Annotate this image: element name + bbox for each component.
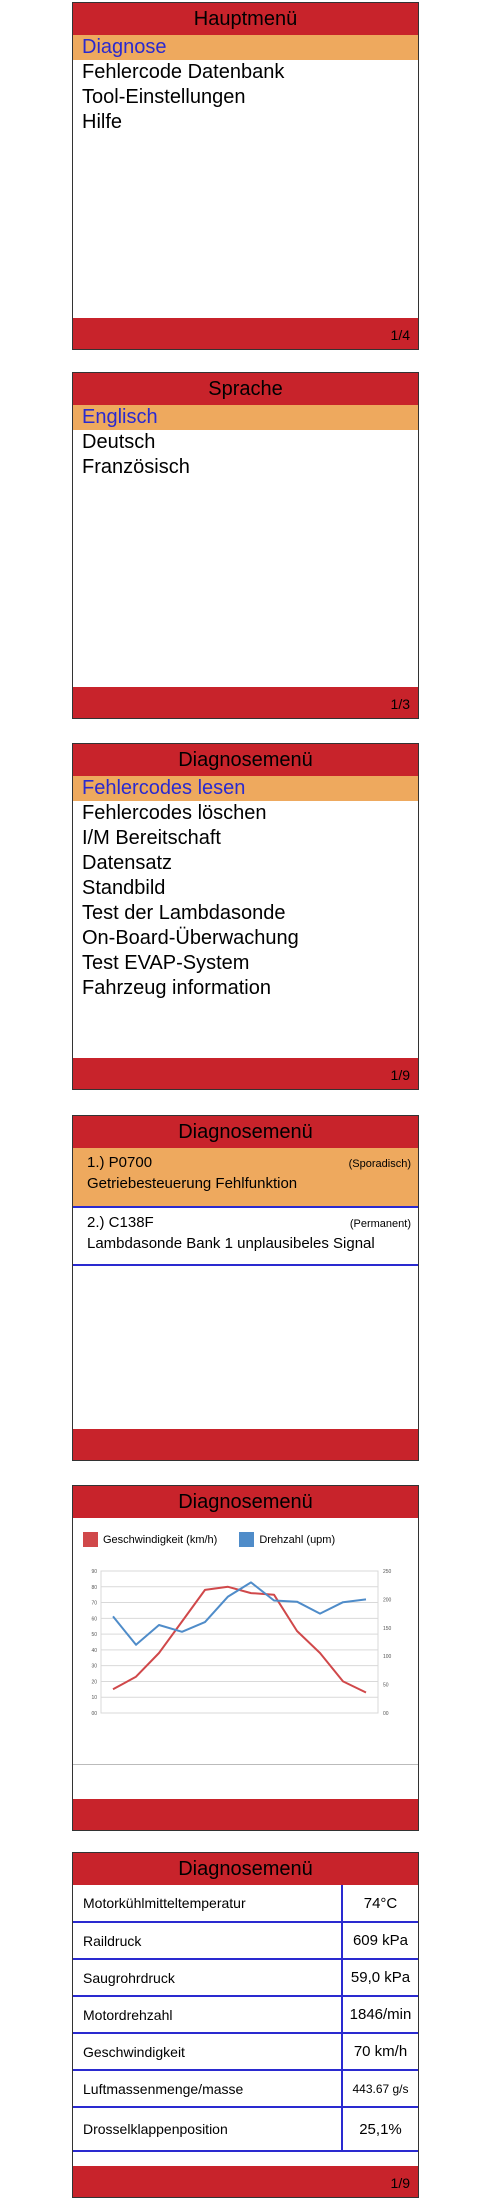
menu-item-test-evap-system[interactable]: Test EVAP-System (82, 952, 250, 974)
plot-area (101, 1571, 378, 1713)
y-tick-label-left: 70 (91, 1600, 97, 1607)
fault-code: 2.) C138F (87, 1214, 154, 1231)
y-tick-label-left: 50 (91, 1632, 97, 1639)
y-tick-label-right: 00 (383, 1711, 389, 1717)
language-item-englisch[interactable]: Englisch (73, 405, 418, 430)
y-tick-label-right: 150 (383, 1625, 392, 1632)
menu-item-datensatz[interactable]: Datensatz (82, 852, 173, 874)
param-value: 70 km/h (342, 2033, 418, 2070)
y-tick-label-right: 100 (383, 1654, 392, 1661)
diagnosis-menu-list (73, 776, 418, 1001)
param-value: 74°C (342, 1885, 418, 1922)
screen-title: Sprache (73, 373, 418, 405)
fault-description: Getriebesteuerung Fehlfunktion (87, 1175, 298, 1192)
page-indicator: 1/4 (390, 327, 410, 343)
menu-item-hilfe[interactable]: Hilfe (82, 111, 123, 133)
param-value: 609 kPa (342, 1922, 418, 1959)
table-row[interactable] (73, 1959, 418, 1996)
live-data-table (73, 1885, 418, 2152)
table-row[interactable] (73, 2070, 418, 2107)
page-indicator: 1/9 (390, 2175, 410, 2191)
language-list (73, 405, 418, 480)
language-screen (72, 372, 419, 719)
page-indicator: 1/9 (390, 1067, 410, 1083)
table-row[interactable] (73, 1885, 418, 1922)
param-value: 25,1% (342, 2107, 418, 2151)
legend-label: Drehzahl (upm) (259, 1533, 336, 1546)
language-item-deutsch[interactable]: Deutsch (82, 431, 156, 453)
legend-swatch (239, 1532, 254, 1547)
footer-bar (73, 1799, 418, 1830)
table-row[interactable] (73, 1996, 418, 2033)
param-value: 59,0 kPa (342, 1959, 418, 1996)
param-value: 443.67 g/s (342, 2070, 418, 2107)
fault-code: 1.) P0700 (87, 1154, 153, 1171)
param-label: Drosselklappenposition (73, 2107, 342, 2151)
fault-status: (Permanent) (349, 1218, 411, 1230)
y-tick-label-left: 00 (91, 1711, 97, 1717)
fault-code-entry[interactable] (73, 1208, 418, 1266)
y-tick-label-left: 40 (91, 1647, 97, 1654)
param-label: Motordrehzahl (73, 1996, 342, 2033)
screen-title: Diagnosemenü (73, 744, 418, 776)
fault-description: Lambdasonde Bank 1 unplausibeles Signal (87, 1235, 375, 1252)
fault-status: (Sporadisch) (348, 1158, 411, 1170)
footer-bar (73, 318, 418, 349)
footer-bar (73, 1429, 418, 1460)
language-item-franzoesisch[interactable]: Französisch (82, 456, 190, 478)
menu-item-fahrzeug-information[interactable]: Fahrzeug information (82, 977, 271, 999)
menu-item-fehlercodes-lesen[interactable]: Fehlercodes lesen (73, 776, 418, 801)
legend-label: Geschwindigkeit (km/h) (103, 1533, 218, 1546)
table-row[interactable] (73, 2107, 418, 2151)
legend-entry-speed (83, 1532, 217, 1547)
live-data-table-screen (72, 1852, 419, 2198)
footer-bar (73, 2166, 418, 2197)
live-data-chart-screen (72, 1485, 419, 1831)
screen-title: Diagnosemenü (73, 1116, 418, 1148)
menu-item-fehlercodes-loeschen[interactable]: Fehlercodes löschen (82, 802, 267, 824)
chart-divider (73, 1764, 418, 1765)
menu-item-test-lambdasonde[interactable]: Test der Lambdasonde (82, 902, 286, 924)
menu-item-diagnose[interactable]: Diagnose (73, 35, 418, 60)
param-label: Geschwindigkeit (73, 2033, 342, 2070)
y-tick-label-right: 50 (383, 1682, 389, 1689)
menu-item-on-board-ueberwachung[interactable]: On-Board-Überwachung (82, 927, 299, 949)
y-tick-label-left: 30 (91, 1663, 97, 1670)
y-tick-label-left: 10 (91, 1695, 97, 1702)
main-menu-screen (72, 2, 419, 350)
fault-codes-screen (72, 1115, 419, 1461)
param-label: Motorkühlmitteltemperatur (73, 1885, 342, 1922)
main-menu-list (73, 35, 418, 135)
screen-title: Hauptmenü (73, 3, 418, 35)
line-chart (73, 1561, 418, 1771)
page-indicator: 1/3 (390, 696, 410, 712)
y-tick-label-left: 20 (91, 1679, 97, 1686)
chart-legend (73, 1518, 418, 1547)
param-label: Saugrohrdruck (73, 1959, 342, 1996)
y-tick-label-left: 80 (91, 1584, 97, 1591)
param-value: 1846/min (342, 1996, 418, 2033)
footer-bar (73, 687, 418, 718)
y-tick-label-right: 200 (383, 1597, 392, 1604)
legend-entry-rpm (239, 1532, 335, 1547)
legend-swatch (83, 1532, 98, 1547)
diagnosis-menu-screen (72, 743, 419, 1090)
y-tick-label-right: 250 (383, 1569, 392, 1575)
table-row[interactable] (73, 1922, 418, 1959)
param-label: Raildruck (73, 1922, 342, 1959)
y-tick-label-left: 90 (91, 1569, 97, 1575)
y-tick-label-left: 60 (91, 1616, 97, 1623)
menu-item-im-bereitschaft[interactable]: I/M Bereitschaft (82, 827, 221, 849)
screen-title: Diagnosemenü (73, 1486, 418, 1518)
table-row[interactable] (73, 2033, 418, 2070)
footer-bar (73, 1058, 418, 1089)
param-label: Luftmassenmenge/masse (73, 2070, 342, 2107)
menu-item-fehlercode-datenbank[interactable]: Fehlercode Datenbank (82, 61, 285, 83)
screen-title: Diagnosemenü (73, 1853, 418, 1885)
menu-item-standbild[interactable]: Standbild (82, 877, 166, 899)
fault-code-entry[interactable] (73, 1148, 418, 1208)
menu-item-tool-einstellungen[interactable]: Tool-Einstellungen (82, 86, 246, 108)
